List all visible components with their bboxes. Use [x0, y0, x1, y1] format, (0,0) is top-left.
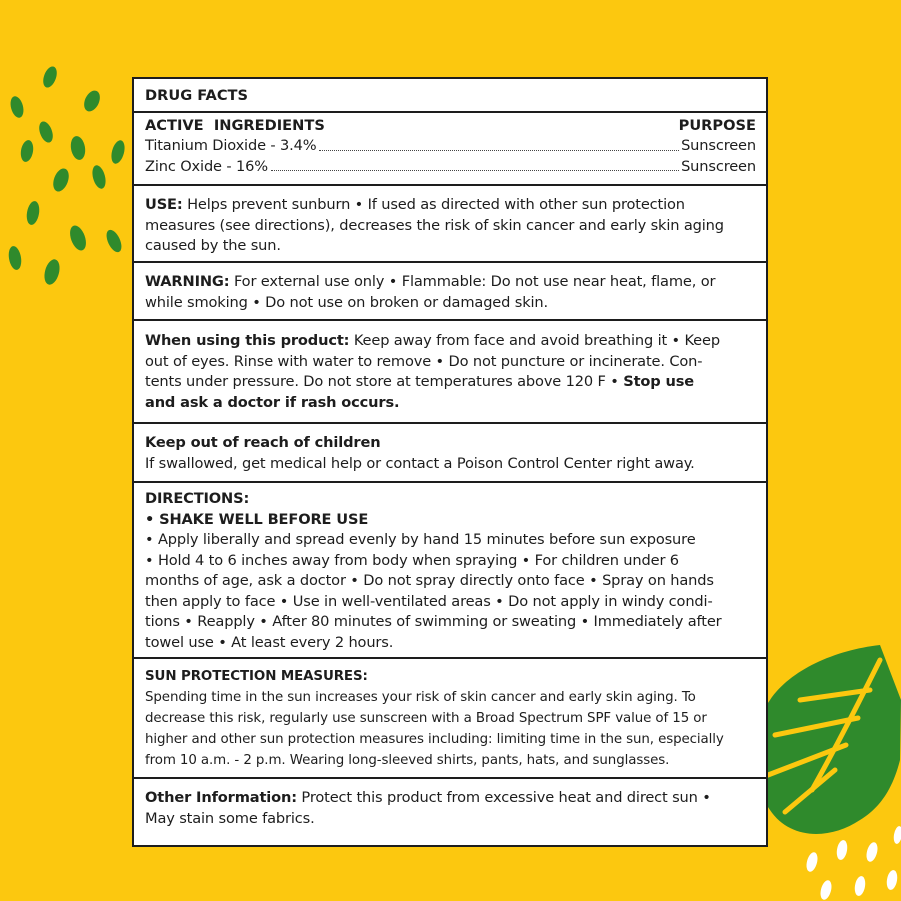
when-using-text: out of eyes. Rinse with water to remove • Do not puncture or incinerate. Con-: [145, 352, 703, 370]
active-ingredients-header: ACTIVE INGREDIENTS: [145, 117, 325, 134]
warning-section: [134, 272, 766, 313]
divider: [134, 481, 766, 483]
stop-use-text: Stop use: [623, 373, 695, 390]
directions-line: months of age, ask a doctor • Do not spray directly onto face • Spray on hands: [145, 572, 714, 589]
sun-protection-line: decrease this risk, regularly use sunscreen with a Broad Spectrum SPF value of 15 or: [145, 711, 707, 726]
stop-use-text: and ask a doctor if rash occurs.: [145, 393, 400, 411]
when-using-text: Keep away from face and avoid breathing it • Keep: [349, 332, 720, 349]
when-using-section: [134, 331, 766, 413]
children-section: [134, 433, 766, 474]
other-info-text: Protect this product from excessive heat and direct sun •: [296, 789, 711, 806]
divider: [134, 184, 766, 186]
ingredient-purpose: Sunscreen: [681, 137, 756, 154]
directions-section: [134, 489, 766, 653]
divider: [134, 777, 766, 779]
ingredient-row: [145, 157, 756, 178]
when-using-label: When using this product:: [145, 332, 350, 349]
other-info-text: May stain some fabrics.: [145, 809, 315, 827]
directions-line: • Hold 4 to 6 inches away from body when spraying • For children under 6: [145, 551, 679, 569]
use-section: [134, 195, 766, 257]
other-info-section: [134, 788, 766, 829]
drug-facts-title: DRUG FACTS: [145, 87, 249, 104]
warning-text: For external use only • Flammable: Do not use near heat, flame, or: [229, 273, 716, 290]
directions-subtitle: • SHAKE WELL BEFORE USE: [145, 510, 369, 528]
ingredients-section: [134, 116, 766, 177]
directions-line: • Apply liberally and spread evenly by hand 15 minutes before sun exposure: [145, 531, 696, 548]
children-text: If swallowed, get medical help or contact a Poison Control Center right away.: [145, 454, 695, 472]
ingredient-name: Titanium Dioxide - 3.4%: [145, 137, 317, 154]
sun-protection-line: higher and other sun protection measures including: limiting time in the sun, especially: [145, 732, 724, 747]
other-info-label: Other Information:: [145, 789, 297, 806]
sun-protection-line: Spending time in the sun increases your risk of skin cancer and early skin aging. To: [145, 690, 696, 705]
drug-facts-panel: [132, 77, 768, 847]
divider: [134, 111, 766, 113]
directions-title: DIRECTIONS:: [145, 490, 250, 507]
divider: [134, 657, 766, 659]
use-text: Helps prevent sunburn • If used as directed with other sun protection: [182, 196, 685, 213]
divider: [134, 422, 766, 424]
ingredient-row: [145, 136, 756, 157]
directions-line: then apply to face • Use in well-ventilated areas • Do not apply in windy condi-: [145, 592, 713, 610]
use-text: caused by the sun.: [145, 237, 281, 254]
directions-line: tions • Reapply • After 80 minutes of swimming or sweating • Immediately after: [145, 613, 722, 630]
warning-label: WARNING:: [145, 273, 230, 290]
divider: [134, 319, 766, 321]
ingredient-name: Zinc Oxide - 16%: [145, 157, 268, 175]
directions-line: towel use • At least every 2 hours.: [145, 633, 394, 651]
when-using-text: tents under pressure. Do not store at temperatures above 120 F •: [145, 373, 624, 390]
sun-protection-line: from 10 a.m. - 2 p.m. Wearing long-sleeved shirts, pants, hats, and sunglasses.: [145, 753, 670, 768]
ingredient-purpose: Sunscreen: [681, 157, 756, 175]
use-label: USE:: [145, 196, 183, 213]
warning-text: while smoking • Do not use on broken or damaged skin.: [145, 293, 548, 311]
drug-facts-section: [134, 86, 766, 106]
sun-protection-title: SUN PROTECTION MEASURES:: [145, 669, 368, 684]
divider: [134, 261, 766, 263]
children-title: Keep out of reach of children: [145, 434, 381, 451]
use-text: measures (see directions), decreases the risk of skin cancer and early skin aging: [145, 216, 724, 234]
sun-protection-section: [134, 666, 766, 771]
purpose-header: PURPOSE: [678, 117, 756, 134]
